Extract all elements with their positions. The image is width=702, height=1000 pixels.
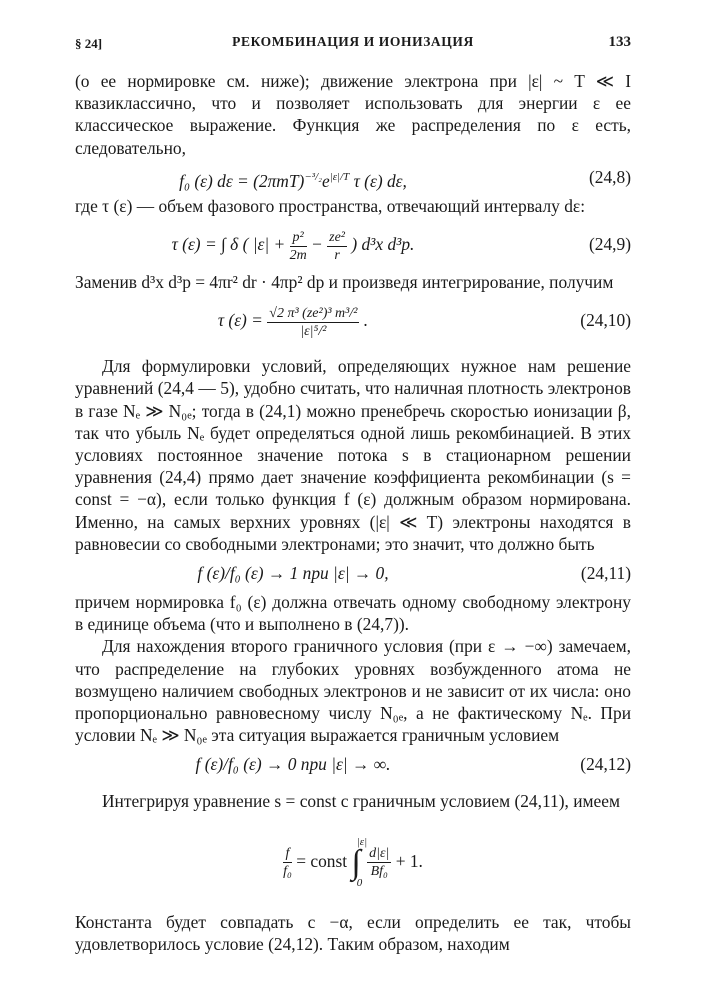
- running-header: [75, 34, 631, 56]
- page-number: 133: [608, 34, 631, 50]
- equation-24-8: [75, 163, 631, 191]
- section-mark: § 24]: [75, 36, 103, 51]
- equation-integral-formula: $\frac{f}{\text{f₀}}$ = const ∫ |ε| 0 $\frac{d|\varepsilon|}{\text{Bf₀}}$ + 1.: [283, 835, 423, 889]
- equation-number: (24,8): [588, 166, 631, 187]
- paragraph-3: Заменив d³x d³p = 4πr² dr · 4πp² dp и произведя интегрирование, получим: [75, 272, 614, 293]
- equation-24-11-formula: f (ε)/f₀ (ε) → 1 при |ε| → 0,: [197, 563, 389, 584]
- equation-number: (24,11): [580, 563, 631, 584]
- equation-24-9-formula: τ (ε) = ∫ δ ( |ε| + $\frac{\text{p²}}{2m}$ − $\frac{\text{ze²}}{r}$ ) d³x d³p.: [171, 229, 415, 263]
- paragraph-1: (о ее нормировке см. ниже); движение электрона при |ε| ~ T ≪ I квазиклассично, что и позволяет использовать для энергии ε ее классическое выражение. Функция же распределения по ε есть, следовательно,: [75, 71, 631, 158]
- equation-24-12-formula: f (ε)/f₀ (ε) → 0 при |ε| → ∞.: [195, 754, 391, 775]
- fraction: $\frac{d|\varepsilon|}{\text{Bf₀}}$: [369, 846, 390, 880]
- equation-24-12: [75, 750, 631, 778]
- paragraph-6: Для нахождения второго граничного условия (при ε → −∞) замечаем, что распределение на глубоких уровнях возбужденного атома не возмущено наличием свободных электронов и не зависит от их числа: оно пропорционально равновесному числу N₀ₑ, а не фактическому Nₑ. При условии Nₑ ≫ N₀ₑ эта ситуация выражается граничным условием: [75, 636, 631, 746]
- fraction: $\frac{f}{\text{f₀}}$: [283, 846, 292, 880]
- equation-24-8-formula: f₀ (ε) $d\varepsilon = (2\pi mT)^{-^3/_2}e^{|\varepsilon|/T}$ τ (ε) dε,: [179, 170, 407, 191]
- equation-24-9: [75, 223, 631, 265]
- equation-number: (24,9): [588, 234, 631, 255]
- equation-24-10-formula: τ (ε) = $\frac{\text{√2 π³ (ze²)³ m³/²}}{\text{|ε|⁵/²}}$ .: [217, 305, 369, 339]
- paragraph-8: Константа будет совпадать с −α, если определить ее так, чтобы удовлетворилось условие (24,12). Таким образом, находим: [75, 911, 631, 954]
- equation-24-11: [75, 559, 631, 587]
- paragraph-4: Для формулировки условий, определяющих нужное нам решение уравнений (24,4 — 5), удобно считать, что наличная плотность электронов в газе Nₑ ≫ N₀ₑ; тогда в (24,1) можно пренебречь скоростью ионизации β, так что убыль Nₑ будет определяться одной лишь рекомбинацией. В этих условиях постоянное значение потока s в стационарном решении уравнения (24,4) прямо дает значение коэффициента рекомбинации (s = const = −α), если только функция f (ε) должным образом нормирована. Именно, на самых верхних уровнях (|ε| ≪ T) электроны находятся в равновесии со свободными электронами; это значит, что должно быть: [75, 356, 631, 554]
- equation-number: (24,10): [580, 310, 631, 331]
- page-body: [75, 70, 631, 955]
- fraction: $\frac{\text{ze²}}{r}$: [329, 229, 345, 263]
- fraction: $\frac{\text{√2 π³ (ze²)³ m³/²}}{\text{|ε|⁵/²}}$: [269, 305, 358, 339]
- equation-integral: [75, 823, 631, 899]
- integral-sign: ∫: [351, 843, 361, 881]
- paragraph-2: где τ (ε) — объем фазового пространства, отвечающий интервалу dε:: [75, 195, 586, 216]
- paragraph-5: причем нормировка f₀ (ε) должна отвечать одному свободному электрону в единице объема (что и выполнено в (24,7)).: [75, 592, 631, 635]
- equation-24-10: [75, 299, 631, 341]
- integral-limits: |ε| 0: [356, 835, 368, 889]
- chapter-title: РЕКОМБИНАЦИЯ И ИОНИЗАЦИЯ: [232, 34, 474, 49]
- fraction: $\frac{\text{p²}}{2m}$: [289, 229, 307, 263]
- paragraph-7: Интегрируя уравнение s = const с граничным условием (24,11), имеем: [102, 791, 620, 812]
- equation-number: (24,12): [580, 754, 631, 775]
